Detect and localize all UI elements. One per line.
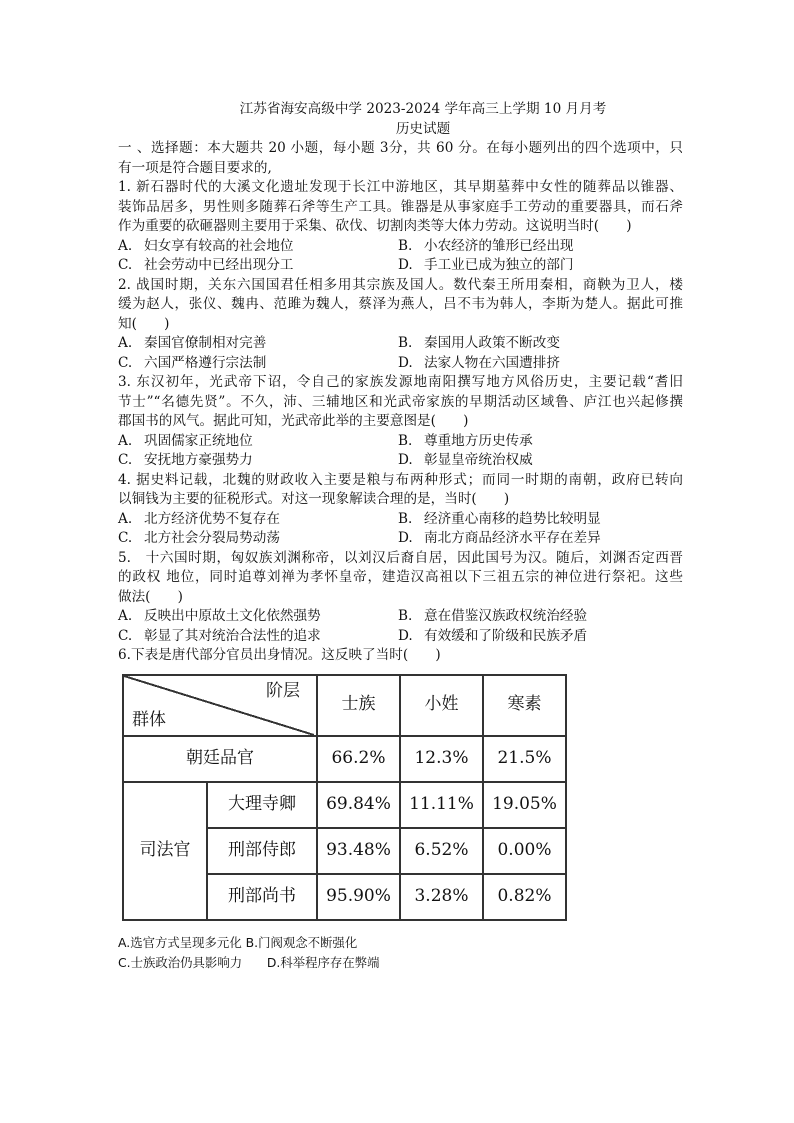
table-cell: 0.82%: [483, 874, 566, 920]
option-b[interactable]: B. 小农经济的雏形已经出现: [398, 237, 574, 254]
question-line: 5. 十六国时期，匈奴族刘渊称帝，以刘汉后裔自居，因此国号为汉。随后，刘渊否定西晋: [118, 549, 683, 566]
column-header: 小姓: [400, 675, 483, 736]
table-cell: 93.48%: [317, 828, 400, 874]
option-d[interactable]: D. 南北方商品经济水平存在差异: [398, 530, 601, 546]
table-row: [123, 736, 566, 782]
question-line: 节士”“名德先贤”。不久，沛、三辅地区和光武帝家族的早期活动区域鲁、庐江也兴起修撰: [118, 393, 683, 410]
option-c[interactable]: C. 安抚地方豪强势力: [118, 452, 253, 468]
table-cell: 0.00%: [483, 828, 566, 874]
question-1: [118, 178, 683, 276]
question-line: 装饰品居多，男性则多随葬石斧等生产工具。锥器是从事家庭手工劳动的重要器具，而石斧: [118, 198, 683, 215]
option-a[interactable]: A. 妇女享有较高的社会地位: [118, 237, 294, 254]
option-b[interactable]: B. 经济重心南移的趋势比较明显: [398, 510, 601, 527]
options: [118, 334, 683, 373]
option-c[interactable]: C. 北方社会分裂局势动荡: [118, 530, 280, 546]
option-a[interactable]: A. 反映出中原故土文化依然强势: [118, 608, 321, 624]
question-line: 以铜钱为主要的征税形式。对这一现象解读合理的是，当时( ): [118, 491, 510, 507]
table-cell: 11.11%: [400, 782, 483, 828]
row-label: 大理寺卿: [207, 782, 317, 828]
option-d[interactable]: D. 手工业已成为独立的部门: [398, 257, 574, 273]
instruction-line: 一 、选择题：本大题共 20 小题，每小题 3分，共 60 分。在每小题列出的四个选项中，只: [118, 140, 683, 156]
table-header-row: [123, 675, 566, 736]
option-d[interactable]: D. 彰显皇帝统治权威: [398, 452, 533, 468]
option-c[interactable]: C. 社会劳动中已经出现分工: [118, 257, 294, 273]
table-cell: 12.3%: [400, 736, 483, 782]
question-line: 作为重要的砍砸器则主要用于采集、砍伐、切割肉类等大体力劳动。这说明当时( ): [118, 218, 632, 234]
section-instructions: [118, 139, 683, 178]
question-line: 的政权 地位，同时追尊刘禅为孝怀皇帝，建造汉高祖以下三祖五宗的神位进行祭祀。这些: [118, 569, 683, 585]
answer-line-cd[interactable]: C.士族政治仍具影响力 D.科举程序存在弊端: [118, 954, 380, 970]
question-2: [118, 276, 683, 374]
table-cell: 3.28%: [400, 874, 483, 920]
options: [118, 237, 683, 276]
option-a[interactable]: A. 北方经济优势不复存在: [118, 510, 280, 527]
question-line: 4. 据史料记载，北魏的财政收入主要是粮与布两种形式；而同一时期的南朝，政府已转向: [118, 471, 683, 488]
option-c[interactable]: C. 彰显了其对统治合法性的追求: [118, 627, 321, 644]
row-label: 刑部尚书: [207, 874, 317, 920]
option-a[interactable]: A. 巩固儒家正统地位: [118, 432, 253, 449]
options: [118, 432, 683, 471]
option-b[interactable]: B. 秦国用人政策不断改变: [398, 335, 560, 351]
exam-subtitle: 历史试题: [395, 121, 451, 137]
table-cell: 66.2%: [317, 736, 400, 782]
group-label: 司法官: [123, 782, 207, 920]
option-d[interactable]: D. 有效缓和了阶级和民族矛盾: [398, 627, 588, 644]
table-cell: 21.5%: [483, 736, 566, 782]
table-cell: 95.90%: [317, 874, 400, 920]
question-5: [118, 549, 683, 647]
option-a[interactable]: A. 秦国官僚制相对完善: [118, 335, 267, 351]
question-line: 做法( ): [118, 588, 183, 605]
question-4: [118, 471, 683, 549]
question-6: [118, 646, 683, 973]
column-header: 寒素: [483, 675, 566, 736]
question-line: 2. 战国时期，关东六国国君任相多用其宗族及国人。数代秦王所用秦相，商鞅为卫人，楼: [118, 276, 683, 293]
official-origin-table: [122, 674, 567, 921]
question-line: 1. 新石器时代的大溪文化遗址发现于长江中游地区，其早期墓葬中女性的随葬品以锥器、: [118, 179, 683, 195]
options: [118, 607, 683, 646]
corner-top-label: 阶层: [266, 680, 300, 701]
table-corner-cell: [123, 675, 317, 736]
option-d[interactable]: D. 法家人物在六国遭排挤: [398, 354, 560, 371]
exam-title: 江苏省海安高级中学 2023-2024 学年高三上学期 10 月月考: [239, 101, 607, 117]
table-cell: 6.52%: [400, 828, 483, 874]
question-3: [118, 373, 683, 471]
table-cell: 69.84%: [317, 782, 400, 828]
corner-bottom-label: 群体: [132, 710, 166, 730]
instruction-line: 有一项是符合题目要求的,: [118, 159, 272, 176]
table-cell: 19.05%: [483, 782, 566, 828]
option-b[interactable]: B. 意在借鉴汉族政权统治经验: [398, 608, 588, 624]
row-label: 刑部侍郎: [207, 828, 317, 874]
question-line: 6.下表是唐代部分官员出身情况。这反映了当时( ): [118, 647, 441, 663]
question-line: 3. 东汉初年，光武帝下诏，令自己的家族发源地南阳撰写地方风俗历史，主要记载“耆旧: [118, 374, 683, 390]
column-header: 士族: [317, 675, 400, 736]
question-line: 缓为赵人，张仪、魏冉、范雎为魏人，蔡泽为燕人，吕不韦为韩人，李斯为楚人。据此可推: [118, 296, 683, 312]
options: [118, 510, 683, 549]
exam-page: [118, 99, 683, 973]
option-c[interactable]: C. 六国严格遵行宗法制: [118, 354, 267, 371]
question-line: 郡国书的风气。据此可知，光武帝此举的主要意图是( ): [118, 413, 469, 429]
option-b[interactable]: B. 尊重地方历史传承: [398, 432, 533, 449]
question-line: 知( ): [118, 315, 170, 332]
answer-line-ab[interactable]: A.选官方式呈现多元化 B.门阀观念不断强化: [118, 934, 358, 950]
row-label: 朝廷品官: [123, 736, 317, 782]
table-row: [123, 782, 566, 828]
